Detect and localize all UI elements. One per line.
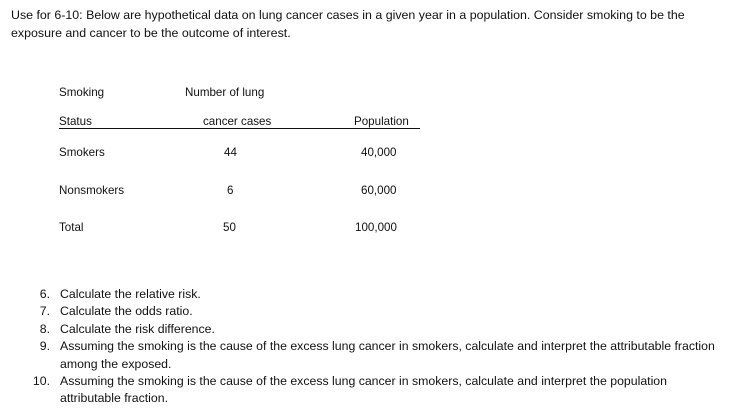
question-number: 6.: [39, 287, 50, 301]
question-item: [0, 303, 737, 320]
question-text: Assuming the smoking is the cause of the excess lung cancer in smokers, calculate and interpret the population attributable fraction.: [60, 374, 667, 406]
question-number: 10.: [32, 374, 50, 389]
question-item: [0, 338, 737, 373]
row-cases-total: 50: [223, 221, 236, 234]
question-text: Calculate the risk difference.: [60, 321, 215, 336]
row-status-nonsmokers: Nonsmokers: [59, 184, 125, 197]
row-cases-nonsmokers: 6: [227, 184, 234, 197]
question-number: 8.: [39, 321, 50, 336]
row-population-nonsmokers: 60,000: [361, 184, 397, 197]
header-population: Population: [354, 115, 409, 128]
question-item: [0, 373, 737, 408]
intro-paragraph: Use for 6-10: Below are hypothetical data on lung cancer cases in a given year in a population. Consider smoking to be the exposure and cancer to be the outcome of interest.: [11, 8, 685, 40]
question-item: [0, 286, 737, 303]
header-underline: [59, 128, 420, 129]
row-cases-smokers: 44: [224, 146, 237, 159]
question-text: Calculate the relative risk.: [60, 287, 201, 301]
row-status-smokers: Smokers: [59, 146, 105, 159]
question-number: 7.: [39, 304, 50, 319]
question-item: [0, 321, 737, 338]
header-status: Status: [59, 115, 92, 128]
row-status-total: Total: [59, 221, 84, 234]
question-list: [0, 286, 737, 408]
question-text: Calculate the odds ratio.: [60, 304, 193, 319]
row-population-total: 100,000: [355, 221, 397, 234]
header-smoking: Smoking: [59, 86, 105, 99]
question-number: 9.: [39, 339, 50, 354]
question-text: Assuming the smoking is the cause of the excess lung cancer in smokers, calculate and interpret the attributable fraction among the exposed.: [60, 339, 715, 371]
header-cancer-cases: cancer cases: [203, 115, 272, 128]
header-number-of-lung: Number of lung: [185, 86, 265, 99]
row-population-smokers: 40,000: [361, 146, 397, 159]
